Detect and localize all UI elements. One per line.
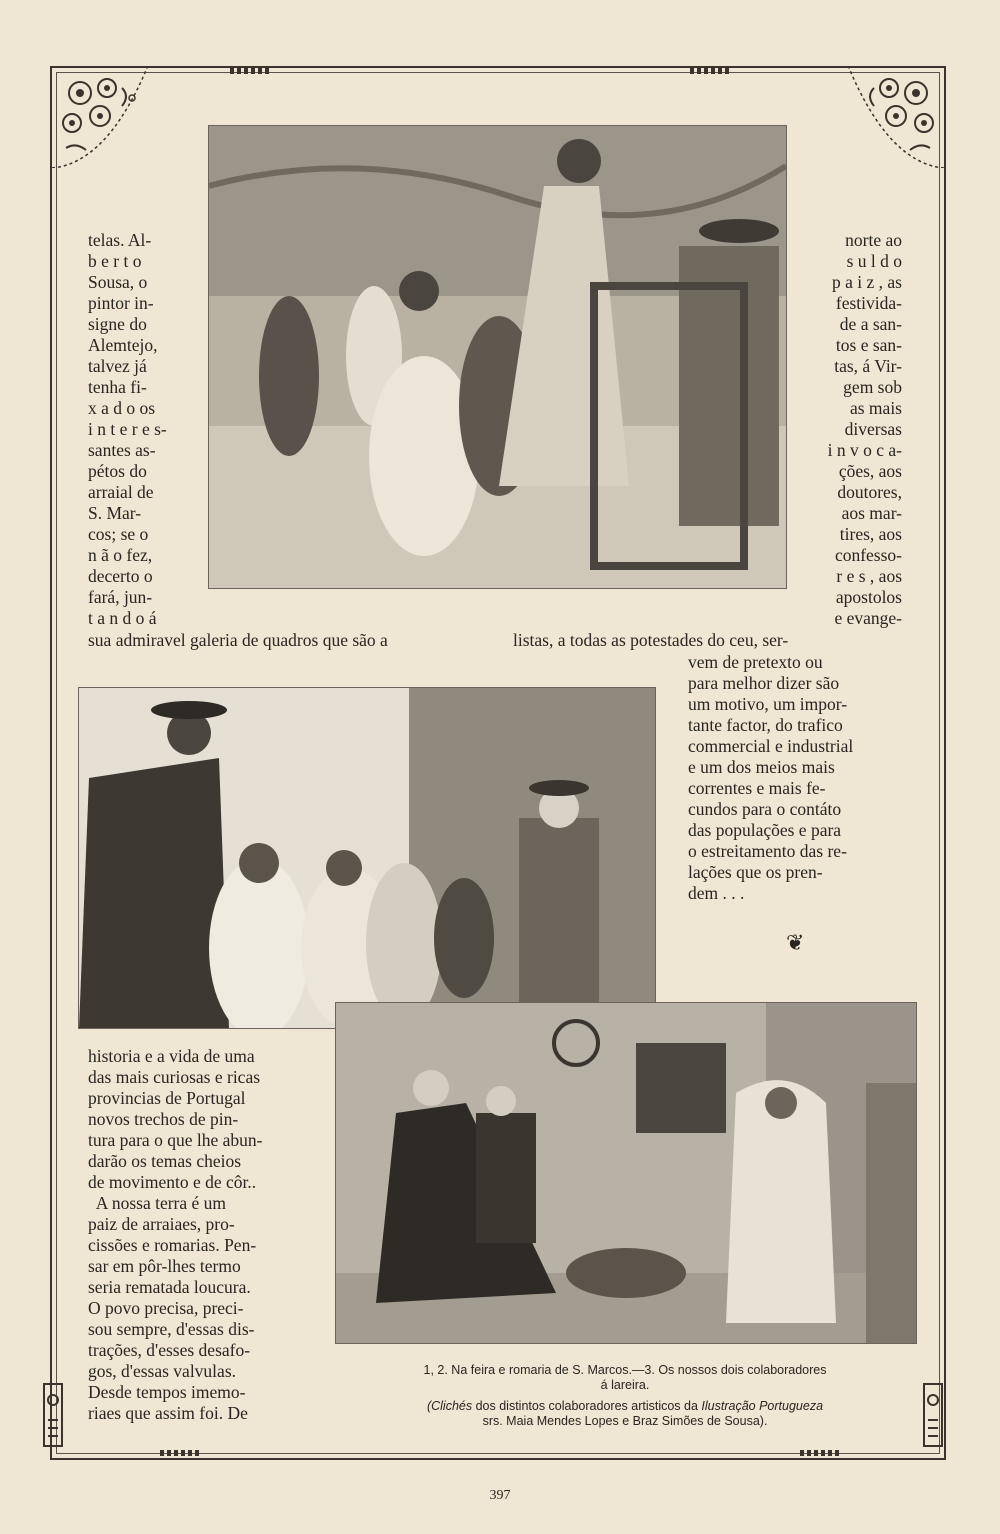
text-line: gem sob [843, 377, 902, 397]
left-column-bottom [88, 1046, 298, 1424]
text-line: r e s , aos [836, 566, 902, 586]
text-line: apostolos [835, 587, 902, 607]
text-line: santes as- [88, 440, 156, 460]
side-ornament-left [40, 1380, 66, 1450]
text-line: tenha fi- [88, 377, 147, 397]
caption-credit-names: srs. Maia Mendes Lopes e Braz Simões de Sousa). [482, 1414, 768, 1428]
text-line: n ã o fez, [88, 545, 153, 565]
text-line: provincias de Portugal [88, 1088, 246, 1108]
text-line: Sousa, o [88, 272, 148, 292]
caption-line-2: á lareira. [600, 1378, 650, 1392]
text-line: A nossa terra é um [88, 1193, 227, 1213]
caption-credit-prefix: (Clichés [426, 1399, 473, 1413]
text-line: talvez já [88, 356, 147, 376]
text-line: i n v o c a- [827, 440, 902, 460]
side-ornament-right [920, 1380, 946, 1450]
text-line: tura para o que lhe abun- [88, 1130, 263, 1150]
text-line: telas. Al- [88, 230, 152, 250]
text-line: commercial e industrial [688, 736, 854, 756]
frame-dash-top-left [230, 68, 270, 74]
text-line: aos mar- [841, 503, 902, 523]
text-line: gos, d'essas valvulas. [88, 1361, 236, 1381]
photo-group-at-fair [78, 687, 656, 1029]
text-line: e evange- [834, 608, 902, 628]
text-line: festivida- [835, 293, 902, 313]
text-line: darão os temas cheios [88, 1151, 242, 1171]
text-line: S. Mar- [88, 503, 142, 523]
text-line: x a d o os [88, 398, 156, 418]
text-line: correntes e mais fe- [688, 778, 826, 798]
text-line: norte ao [845, 230, 902, 250]
text-line: para melhor dizer são [688, 673, 840, 693]
corner-floral-ornament-left [52, 68, 152, 168]
text-line: doutores, [837, 482, 902, 502]
text-line: ções, aos [838, 461, 902, 481]
text-line: O povo precisa, preci- [88, 1298, 244, 1318]
frame-dash-bottom-right [800, 1450, 840, 1456]
text-line: signe do [88, 314, 147, 334]
text-line: confesso- [834, 545, 902, 565]
right-column-middle [688, 652, 908, 904]
photo-collaborators-by-hearth [335, 1002, 917, 1344]
text-line: sou sempre, d'essas dis- [88, 1319, 255, 1339]
frame-dash-top-right [690, 68, 730, 74]
text-line: t a n d o á [88, 608, 157, 628]
text-line: lações que os pren- [688, 862, 823, 882]
caption-credit-mid: dos distintos colaboradores artisticos da [472, 1399, 702, 1413]
text-line: arraial de [88, 482, 154, 502]
text-line: cos; se o [88, 524, 149, 544]
text-line: tos e san- [835, 335, 902, 355]
text-line: de movimento e de côr.. [88, 1172, 257, 1192]
text-line: pétos do [88, 461, 147, 481]
corner-floral-ornament-right [844, 68, 944, 168]
text-line: historia e a vida de uma [88, 1046, 255, 1066]
text-line: decerto o [88, 566, 153, 586]
caption-credit [335, 1399, 915, 1414]
text-line: tante factor, do trafico [688, 715, 843, 735]
text-line: e um dos meios mais [688, 757, 835, 777]
text-line: Alemtejo, [88, 335, 158, 355]
text-line: b e r t o [88, 251, 142, 271]
text-line: novos trechos de pin- [88, 1109, 239, 1129]
text-line: diversas [844, 419, 902, 439]
text-line: paiz de arraiaes, pro- [88, 1214, 235, 1234]
text-line: o estreitamento das re- [688, 841, 847, 861]
frame-dash-bottom-left [160, 1450, 200, 1456]
text-line: tas, á Vir- [834, 356, 902, 376]
text-line: Desde tempos imemo- [88, 1382, 246, 1402]
text-line: sar em pôr-lhes termo [88, 1256, 241, 1276]
text-line: das populações e para [688, 820, 842, 840]
text-line: cundos para o contáto [688, 799, 842, 819]
text-line: dem . . . [688, 883, 745, 903]
text-line: i n t e r e s- [88, 419, 167, 439]
text-line: de a san- [839, 314, 902, 334]
photo-painting-fair [208, 125, 787, 589]
text-line: cissões e romarias. Pen- [88, 1235, 257, 1255]
text-line: vem de pretexto ou [688, 652, 823, 672]
text-line: das mais curiosas e ricas [88, 1067, 261, 1087]
page-number: 397 [489, 1488, 511, 1503]
text-line: p a i z , as [832, 272, 902, 292]
text-line-full-right: listas, a todas as potestades do ceu, ser- [513, 630, 789, 650]
text-line: s u l d o [846, 251, 902, 271]
text-line: riaes que assim foi. De [88, 1403, 248, 1423]
text-line: tires, aos [839, 524, 902, 544]
photo-caption [335, 1363, 915, 1429]
text-line: as mais [849, 398, 902, 418]
text-line: pintor in- [88, 293, 154, 313]
text-line: fará, jun- [88, 587, 153, 607]
text-line-full-left: sua admiravel galeria de quadros que são a [88, 630, 388, 650]
caption-line-1: 1, 2. Na feira e romaria de S. Marcos.—3. Os nossos dois colaboradores [423, 1363, 827, 1377]
text-line: trações, d'esses desafo- [88, 1340, 251, 1360]
caption-credit-publication: Ilustração Portugueza [701, 1399, 824, 1413]
text-line: seria rematada loucura. [88, 1277, 251, 1297]
right-column-top [792, 230, 902, 629]
fleuron-icon: ❦ [786, 930, 805, 955]
text-line: um motivo, um impor- [688, 694, 848, 714]
left-column-top [88, 230, 176, 629]
